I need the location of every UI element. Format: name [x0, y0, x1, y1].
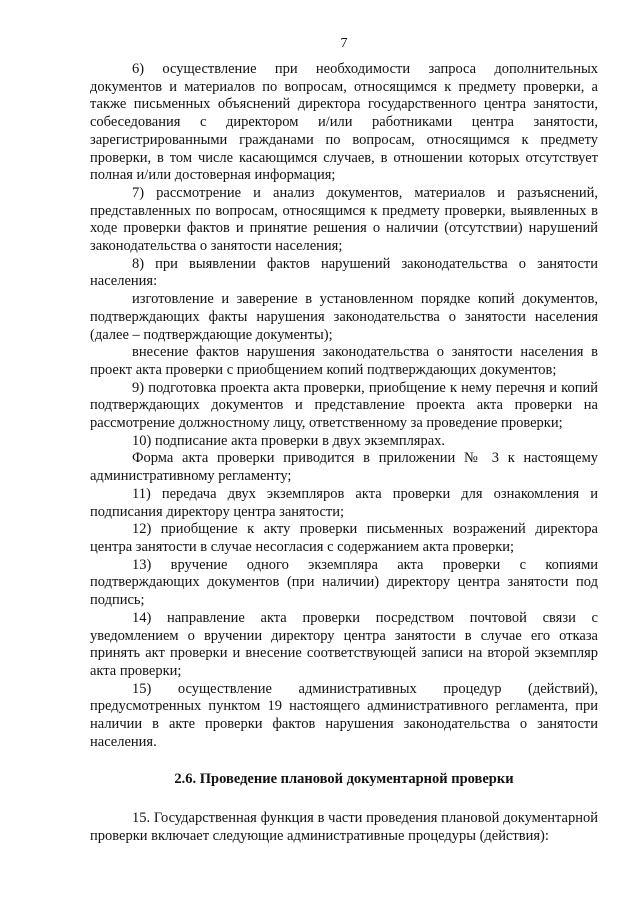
- paragraph-act-form-note: Форма акта проверки приводится в приложении № 3 к настоящему административному регламенту;: [90, 450, 598, 485]
- paragraph-item-13: 13) вручение одного экземпляра акта проверки с копиями подтверждающих документов (при наличии) директору центра занятости под подпись;: [90, 556, 598, 609]
- document-page: [90, 0, 598, 905]
- closing-section: [90, 810, 598, 845]
- paragraph-item-11: 11) передача двух экземпляров акта проверки для ознакомления и подписания директору центра занятости;: [90, 485, 598, 520]
- paragraph-item-15: 15) осуществление административных процедур (действий), предусмотренных пунктом 19 настоящего административного регламента, при наличии в акте проверки фактов нарушения законодательства о занятости населения.: [90, 680, 598, 750]
- page-number: 7: [340, 36, 348, 51]
- paragraph-item-7: 7) рассмотрение и анализ документов, материалов и разъяснений, представленных по вопросам, относящимся к предмету проверки, выявленных в ходе проверки фактов и принятие решения о наличии (отсутствии) нарушений законодательства о занятости населения;: [90, 184, 598, 255]
- paragraph-subitem-facts: внесение фактов нарушения законодательства о занятости населения в проект акта проверки с приобщением копий подтверждающих документов;: [90, 344, 598, 378]
- paragraph-item-12: 12) приобщение к акту проверки письменных возражений директора центра занятости в случае несогласия с содержанием акта проверки;: [90, 521, 598, 555]
- closing-paragraph: 15. Государственная функция в части проведения плановой документарной проверки включает следующие административные процедуры (действия):: [90, 810, 598, 844]
- paragraph-item-10: 10) подписание акта проверки в двух экземплярах.: [132, 432, 446, 449]
- paragraph-item-9: 9) подготовка проекта акта проверки, приобщение к нему перечня и копий подтверждающих документов и представление проекта акта проверки на рассмотрение должностному лицу, ответственному за проведение проверки;: [90, 379, 598, 432]
- paragraph-item-8: 8) при выявлении фактов нарушений законодательства о занятости населения:: [90, 255, 598, 290]
- document-body: [90, 61, 598, 751]
- paragraph-subitem-copies: изготовление и заверение в установленном порядке копий документов, подтверждающих факты нарушения законодательства о занятости населения (далее – подтверждающие документы);: [90, 291, 598, 343]
- paragraph-item-14: 14) направление акта проверки посредством почтовой связи с уведомлением о вручении директору центра занятости в случае его отказа принять акт проверки и внесение соответствующей записи на второй экземпляр акта проверки;: [90, 609, 598, 679]
- paragraph-item-6: 6) осуществление при необходимости запроса дополнительных документов и материалов по вопросам, относящимся к предмету проверки, а также письменных объяснений директора государственного центра занятости, собеседования с директором и/или работниками центра занятости, зарегистрированными гражданами по вопросам, относящимся к предмету проверки, в том числе касающимся случаев, в отношении которых отсутствует полная и/или достоверная информация;: [90, 61, 598, 184]
- section-heading: 2.6. Проведение плановой документарной проверки: [174, 771, 514, 787]
